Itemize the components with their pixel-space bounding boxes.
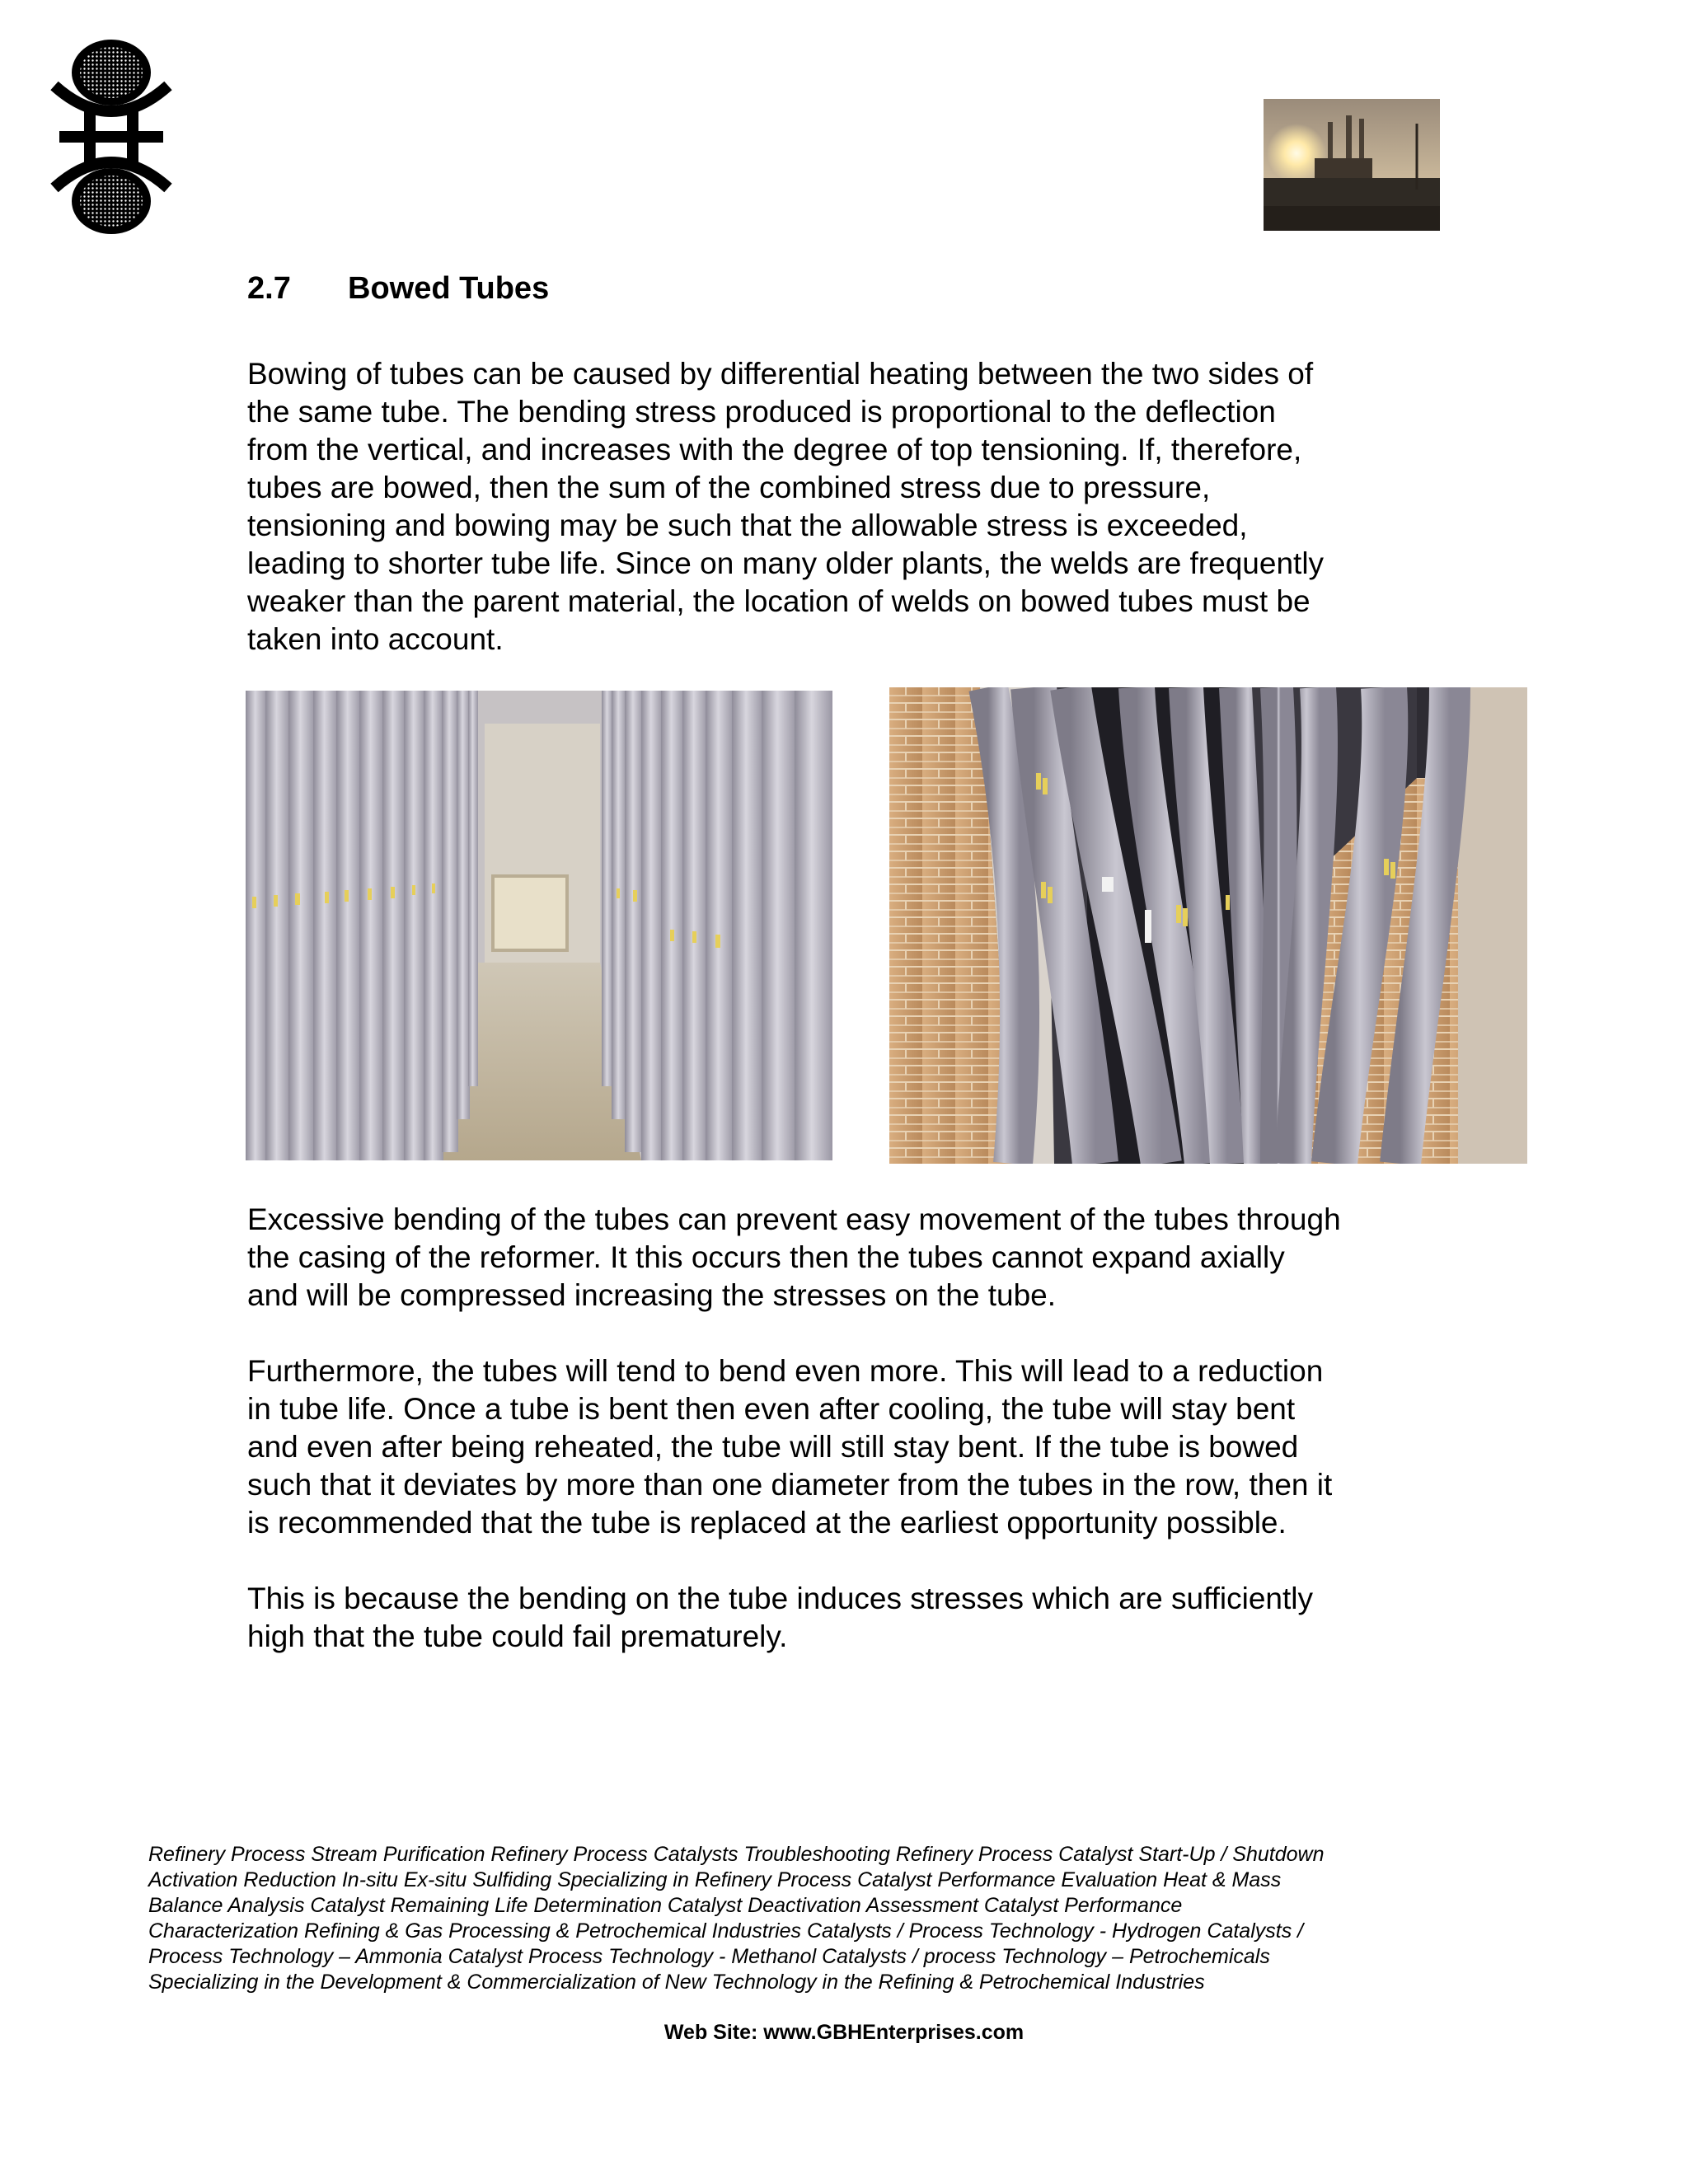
- paragraph-line: Bowing of tubes can be caused by differential heating between the two sides of: [247, 357, 1314, 391]
- footer-keywords: [148, 1842, 1325, 1995]
- gbh-enterprises-logo: [49, 38, 173, 236]
- paragraph-line: the same tube. The bending stress produced is proportional to the deflection: [247, 395, 1276, 429]
- section-number: 2.7: [247, 271, 291, 306]
- paragraph-line: Furthermore, the tubes will tend to bend even more. This will lead to a reduction: [247, 1354, 1324, 1388]
- paragraph-line: tensioning and bowing may be such that the allowable stress is exceeded,: [247, 509, 1248, 542]
- paragraph-line: taken into account.: [247, 622, 504, 656]
- section-title: Bowed Tubes: [348, 271, 550, 306]
- paragraph-bowing-causes: [247, 355, 1324, 658]
- paragraph-line: is recommended that the tube is replaced at the earliest opportunity possible.: [247, 1506, 1287, 1540]
- bowed-reformer-tubes-photo: [889, 687, 1527, 1164]
- footer-keyword-line: Refinery Process Stream Purification Refinery Process Catalysts Troubleshooting Refinery Process Catalyst Start-Up / Shutdown: [148, 1843, 1325, 1866]
- paragraph-line: and will be compressed increasing the stresses on the tube.: [247, 1278, 1057, 1312]
- paragraph-excessive-bending: [247, 1201, 1341, 1315]
- paragraph-premature-failure: [247, 1580, 1313, 1656]
- paragraph-line: such that it deviates by more than one diameter from the tubes in the row, then it: [247, 1468, 1333, 1502]
- footer-keyword-line: Balance Analysis Catalyst Remaining Life Determination Catalyst Deactivation Assessment Catalyst Performance: [148, 1894, 1183, 1917]
- paragraph-tube-life-reduction: [247, 1352, 1332, 1542]
- section-heading: [247, 269, 549, 308]
- paragraph-line: and even after being reheated, the tube will still stay bent. If the tube is bowed: [247, 1430, 1299, 1464]
- paragraph-line: in tube life. Once a tube is bent then even after cooling, the tube will stay bent: [247, 1392, 1296, 1426]
- footer-keyword-line: Activation Reduction In-situ Ex-situ Sulfiding Specializing in Refinery Process Catalyst Performance Evaluation Heat & Mass: [148, 1868, 1282, 1891]
- reformer-tube-rows-corridor-photo: [246, 691, 832, 1160]
- paragraph-line: leading to shorter tube life. Since on many older plants, the welds are frequently: [247, 546, 1325, 580]
- paragraph-line: weaker than the parent material, the location of welds on bowed tubes must be: [247, 584, 1311, 618]
- footer-keyword-line: Process Technology – Ammonia Catalyst Process Technology - Methanol Catalysts / process Technology – Petrochemicals: [148, 1945, 1270, 1968]
- footer-website: Web Site: www.GBHEnterprises.com: [663, 2021, 1025, 2044]
- footer-keyword-line: Specializing in the Development & Commercialization of New Technology in the Refining & Petrochemical Industries: [148, 1971, 1205, 1994]
- paragraph-line: tubes are bowed, then the sum of the combined stress due to pressure,: [247, 471, 1211, 504]
- paragraph-line: the casing of the reformer. It this occurs then the tubes cannot expand axially: [247, 1240, 1285, 1274]
- paragraph-line: This is because the bending on the tube induces stresses which are sufficiently: [247, 1582, 1314, 1615]
- paragraph-line: high that the tube could fail prematurely.: [247, 1619, 788, 1653]
- refinery-stacks-at-sunset-photo: [1264, 99, 1440, 231]
- footer-keyword-line: Characterization Refining & Gas Processing & Petrochemical Industries Catalysts / Process Technology - Hydrogen Catalysts /: [148, 1919, 1304, 1943]
- paragraph-line: Excessive bending of the tubes can prevent easy movement of the tubes through: [247, 1202, 1341, 1236]
- paragraph-line: from the vertical, and increases with the degree of top tensioning. If, therefore,: [247, 433, 1302, 466]
